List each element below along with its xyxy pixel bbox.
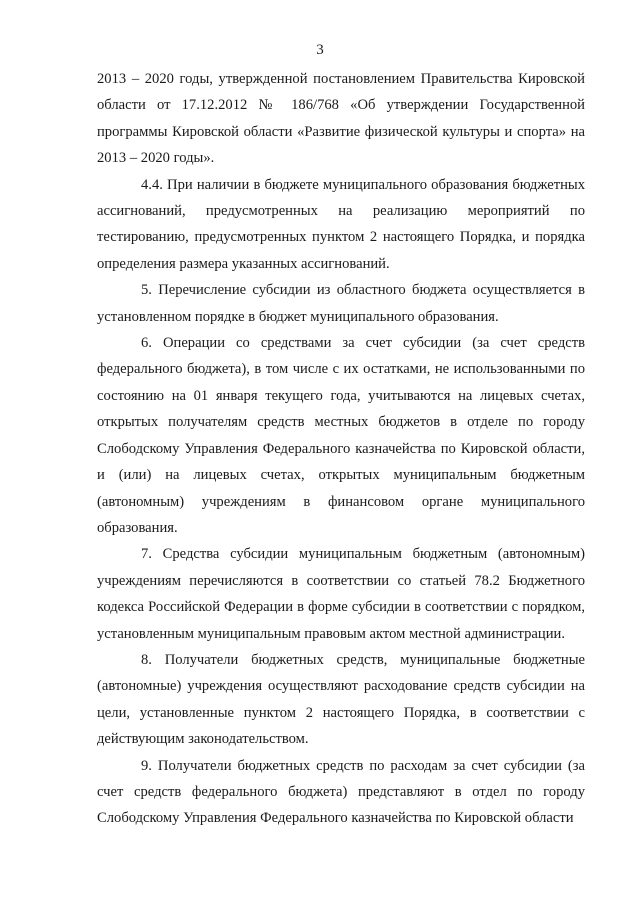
paragraph-6: 6. Операции со средствами за счет субсидии (за счет средств федерального бюджета), в том числе с их остатками, не использованными по состоянию на 01 января текущего года, учитываются на лицевых счетах, открытых получателям средств местных бюджетов в отделе по городу Слободскому Управления Федерального казначейства по Кировской области, и (или) на лицевых счетах, открытых муниципальным бюджетным (автономным) учреждениям в финансовом органе муниципального образования. [97, 335, 585, 536]
paragraph-5: 5. Перечисление субсидии из областного бюджета осуществляется в установленном порядке в бюджет муниципального образования. [97, 282, 585, 325]
paragraph-continuation: 2013 – 2020 годы, утвержденной постановлением Правительства Кировской области от 17.12.2012 № 186/768 «Об утверждении Государственной программы Кировской области «Развитие физической культуры и спорта» на 2013 – 2020 годы». [97, 71, 585, 167]
paragraph-9: 9. Получатели бюджетных средств по расходам за счет субсидии (за счет средств федерального бюджета) представляют в отдел по городу Слободскому Управления Федерального казначейства по Кировской области [97, 757, 585, 827]
paragraph-8: 8. Получатели бюджетных средств, муниципальные бюджетные (автономные) учреждения осуществляют расходование средств субсидии на цели, установленные пунктом 2 настоящего Порядка, в соответствии с действующим законодательством. [97, 651, 585, 748]
paragraph-7: 7. Средства субсидии муниципальным бюджетным (автономным) учреждениям перечисляются в соответствии со статьей 78.2 Бюджетного кодекса Российской Федерации в форме субсидии в соответствии с порядком, установленным муниципальным правовым актом местной администрации. [97, 546, 585, 642]
document-body [97, 66, 585, 832]
paragraph-4-4: 4.4. При наличии в бюджете муниципального образования бюджетных ассигнований, предусмотренных на реализацию мероприятий по тестированию, предусмотренных пунктом 2 настоящего Порядка, и порядка определения размера указанных ассигнований. [97, 176, 585, 272]
page-number: 3 [316, 42, 324, 58]
